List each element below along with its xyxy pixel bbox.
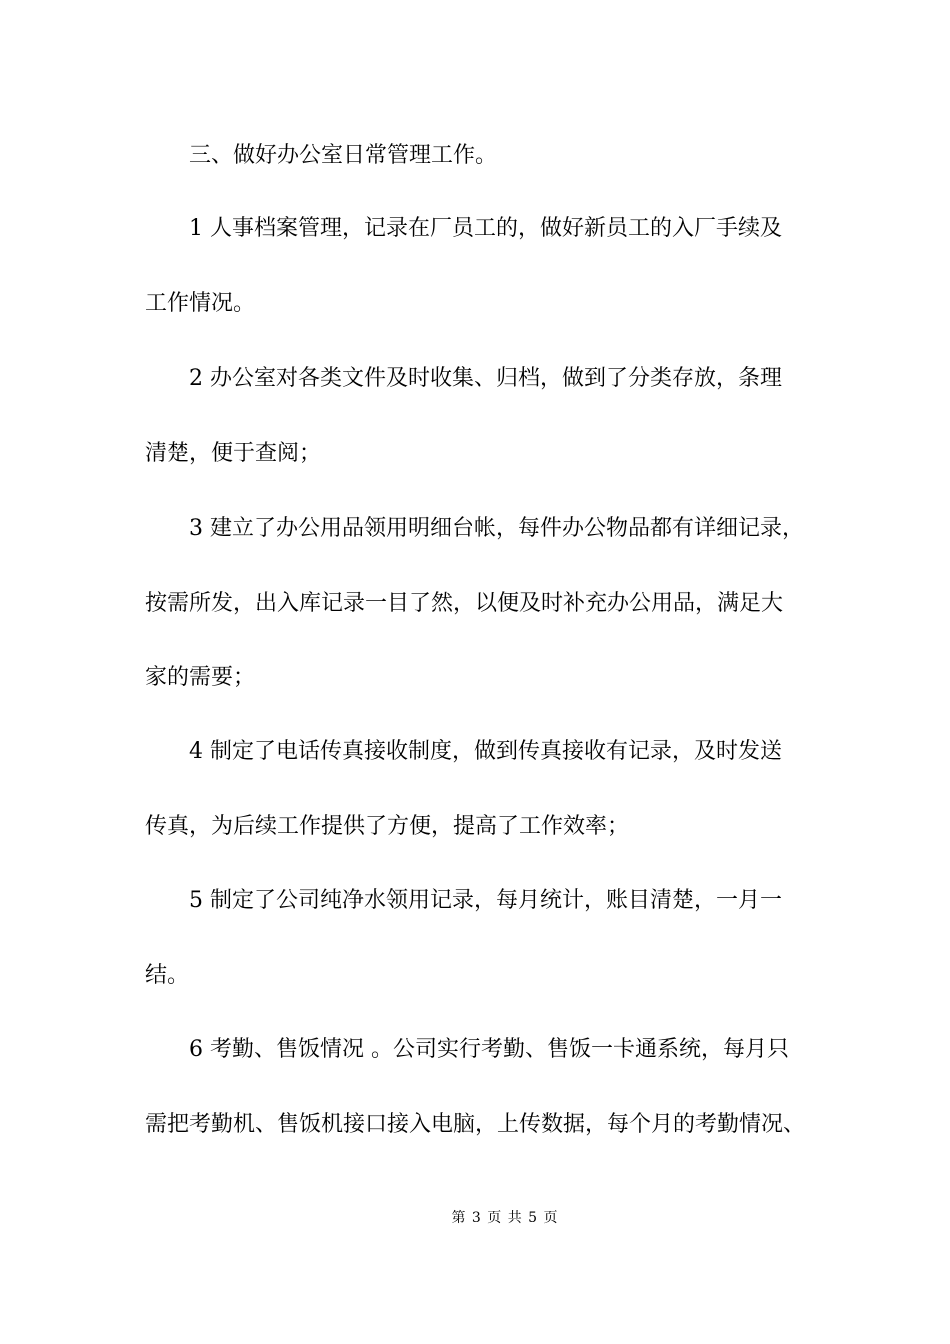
section-heading: 三、做好办公室日常管理工作。 [189, 143, 498, 168]
page-number-footer: 第 3 页 共 5 页 [451, 1210, 559, 1226]
paragraph-line: 4 制定了电话传真接收制度，做到传真接收有记录，及时发送 [189, 739, 782, 764]
paragraph-line: 家的需要； [145, 665, 256, 690]
paragraph-line: 6 考勤、售饭情况 。公司实行考勤、售饭一卡通系统，每月只 [189, 1037, 789, 1062]
paragraph-line: 5 制定了公司纯净水领用记录，每月统计，账目清楚，一月一 [189, 888, 782, 913]
paragraph-line: 传真，为后续工作提供了方便，提高了工作效率； [145, 814, 630, 839]
paragraph-line: 需把考勤机、售饭机接口接入电脑，上传数据，每个月的考勤情况、 [145, 1112, 806, 1137]
paragraph-line: 结。 [145, 963, 190, 988]
paragraph-line: 清楚，便于查阅； [145, 441, 322, 466]
paragraph-line: 1 人事档案管理，记录在厂员工的，做好新员工的入厂手续及 [189, 216, 782, 241]
paragraph-line: 3 建立了办公用品领用明细台帐，每件办公物品都有详细记录， [189, 516, 804, 541]
paragraph-line: 工作情况。 [145, 291, 256, 316]
paragraph-line: 2 办公室对各类文件及时收集、归档，做到了分类存放，条理 [189, 366, 782, 391]
paragraph-line: 按需所发，出入库记录一目了然，以便及时补充办公用品，满足大 [145, 591, 784, 616]
